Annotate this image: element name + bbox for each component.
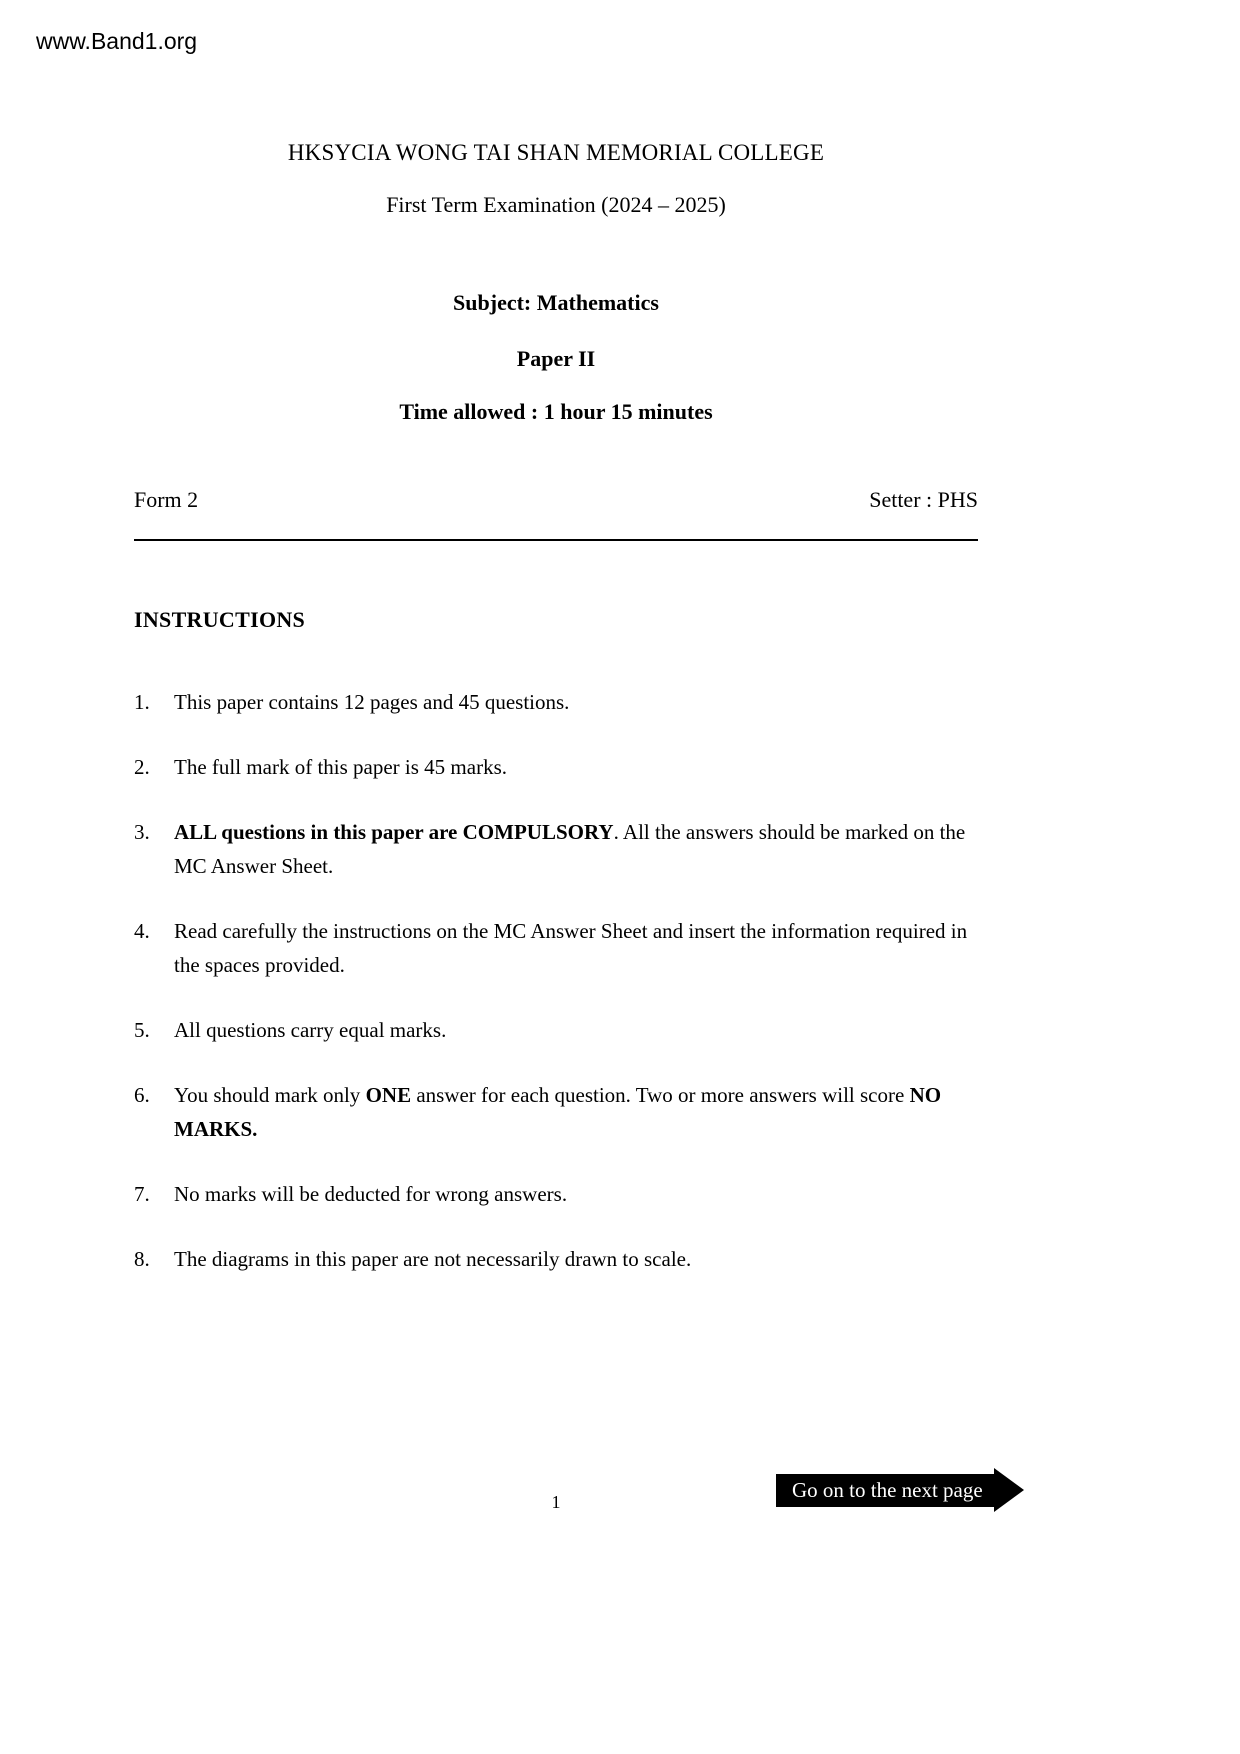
page-content [134, 0, 978, 1307]
form-label: Form 2 [134, 487, 199, 512]
instruction-item [134, 1013, 978, 1047]
form-setter-row [134, 487, 978, 513]
exam-title: First Term Examination (2024 – 2025) [386, 192, 726, 217]
instruction-text: All questions carry equal marks. [174, 1018, 447, 1042]
instruction-text: The diagrams in this paper are not necessarily drawn to scale. [174, 1247, 692, 1271]
instruction-item [134, 815, 978, 883]
page-number: 1 [551, 1492, 561, 1512]
watermark-url: www.Band1.org [36, 28, 198, 54]
time-allowed-line: Time allowed : 1 hour 15 minutes [399, 399, 713, 424]
next-page-indicator [776, 1474, 997, 1507]
instruction-text: ALL questions in this paper are COMPULSORY. All the answers should be marked on the MC Answer Sheet. [174, 820, 966, 878]
instructions-list [134, 685, 978, 1276]
instruction-item [134, 1078, 978, 1146]
college-name: HKSYCIA WONG TAI SHAN MEMORIAL COLLEGE [287, 140, 825, 165]
instruction-number: 1. [134, 690, 150, 714]
instruction-item [134, 750, 978, 784]
instruction-item [134, 685, 978, 719]
instruction-text: This paper contains 12 pages and 45 questions. [174, 690, 570, 714]
arrow-right-icon [994, 1468, 1024, 1512]
instruction-item [134, 1242, 978, 1276]
paper-line: Paper II [516, 346, 596, 371]
instruction-number: 6. [134, 1083, 150, 1107]
setter-label: Setter : PHS [869, 487, 978, 512]
instruction-number: 2. [134, 755, 150, 779]
header-divider [134, 539, 978, 541]
instruction-number: 5. [134, 1018, 150, 1042]
instruction-number: 8. [134, 1247, 150, 1271]
instruction-number: 4. [134, 919, 150, 943]
instruction-text: No marks will be deducted for wrong answers. [174, 1182, 568, 1206]
instruction-item [134, 914, 978, 982]
instruction-item [134, 1177, 978, 1211]
next-page-label: Go on to the next page [776, 1474, 997, 1507]
instruction-text: Read carefully the instructions on the MC Answer Sheet and insert the information required in the spaces provided. [174, 919, 968, 977]
instruction-number: 3. [134, 820, 150, 844]
subject-line: Subject: Mathematics [453, 290, 659, 315]
instruction-number: 7. [134, 1182, 150, 1206]
instruction-text: The full mark of this paper is 45 marks. [174, 755, 508, 779]
instructions-heading: INSTRUCTIONS [134, 607, 306, 632]
instruction-text: You should mark only ONE answer for each question. Two or more answers will score NO MARKS. [174, 1083, 942, 1141]
